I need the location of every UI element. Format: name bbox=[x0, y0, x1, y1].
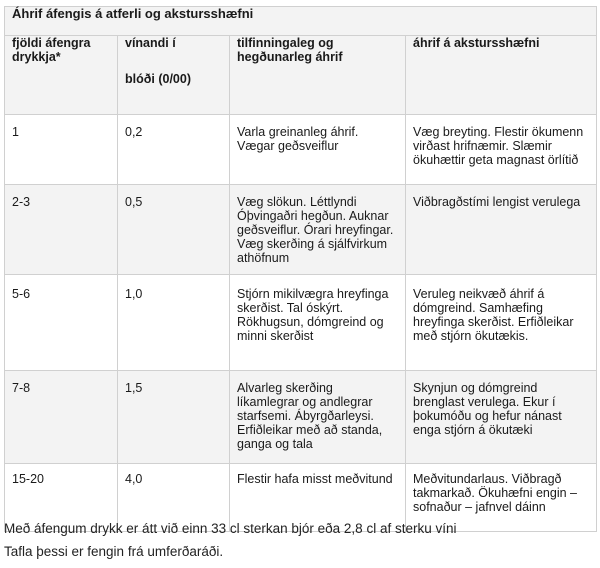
cell-bac: 0,5 bbox=[118, 185, 230, 275]
table-row bbox=[5, 185, 597, 275]
cell-driving: Veruleg neikvæð áhrif á dómgreind. Samhæfing hreyfinga skerðist. Erfiðleikar með stjórn ökutækis. bbox=[406, 275, 597, 371]
cell-driving: Skynjun og dómgreind brenglast verulega. Ekur í þokumóðu og hefur nánast enga stjórn á ökutæki bbox=[406, 371, 597, 464]
header-bac-line1: vínandi í bbox=[125, 36, 176, 50]
cell-drinks: 7-8 bbox=[5, 371, 118, 464]
cell-effects: Varla greinanleg áhrif. Vægar geðsveiflur bbox=[230, 115, 406, 185]
cell-bac: 1,0 bbox=[118, 275, 230, 371]
cell-drinks: 5-6 bbox=[5, 275, 118, 371]
table-row bbox=[5, 275, 597, 371]
cell-driving: Viðbragðstími lengist verulega bbox=[406, 185, 597, 275]
table-title-row bbox=[5, 7, 597, 36]
header-behavior: tilfinningaleg og hegðunarleg áhrif bbox=[230, 36, 406, 115]
table-title: Áhrif áfengis á atferli og akstursshæfni bbox=[5, 7, 597, 36]
cell-effects: Stjórn mikilvægra hreyfinga skerðist. Tal óskýrt. Rökhugsun, dómgreind og minni skerðist bbox=[230, 275, 406, 371]
header-bac-line2: blóði (0/00) bbox=[125, 72, 191, 86]
table-row bbox=[5, 115, 597, 185]
cell-bac: 4,0 bbox=[118, 464, 230, 532]
cell-bac: 1,5 bbox=[118, 371, 230, 464]
cell-driving: Væg breyting. Flestir ökumenn virðast hrifnæmir. Slæmir ökuhættir geta magnast örlítið bbox=[406, 115, 597, 185]
cell-drinks: 2-3 bbox=[5, 185, 118, 275]
alcohol-effects-table bbox=[4, 6, 597, 532]
footnote-source: Tafla þessi er fengin frá umferðaráði. bbox=[4, 544, 224, 559]
cell-effects: Flestir hafa misst meðvitund bbox=[230, 464, 406, 532]
cell-driving: Meðvitundarlaus. Viðbragð takmarkað. Ökuhæfni engin – sofnaður – jafnvel dáinn bbox=[406, 464, 597, 532]
header-bac bbox=[118, 36, 230, 115]
cell-effects: Væg slökun. Léttlyndi Óþvingaðri hegðun. Auknar geðsveiflur. Órari hreyfingar. Væg skerðing á sjálfvirkum athöfnum bbox=[230, 185, 406, 275]
cell-effects: Alvarleg skerðing líkamlegrar og andlegrar starfsemi. Ábyrgðarleysi. Erfiðleikar með að standa, ganga og tala bbox=[230, 371, 406, 464]
cell-bac: 0,2 bbox=[118, 115, 230, 185]
header-driving: áhrif á akstursshæfni bbox=[406, 36, 597, 115]
table-row bbox=[5, 371, 597, 464]
cell-drinks: 15-20 bbox=[5, 464, 118, 532]
cell-drinks: 1 bbox=[5, 115, 118, 185]
table-header-row bbox=[5, 36, 597, 115]
header-drinks: fjöldi áfengra drykkja* bbox=[5, 36, 118, 115]
footnote-drink-definition: Með áfengum drykk er átt við einn 33 cl sterkan bjór eða 2,8 cl af sterku víni bbox=[4, 521, 457, 536]
